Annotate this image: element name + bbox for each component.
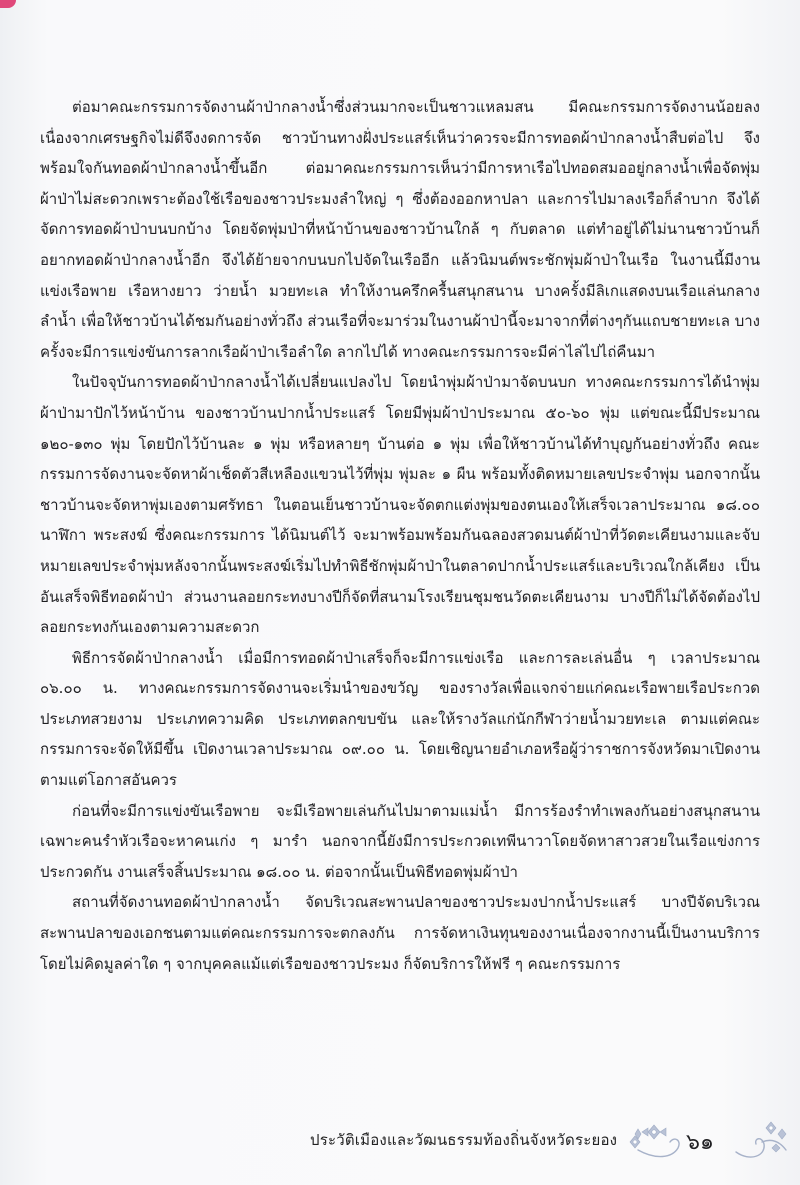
page-footer xyxy=(0,1112,800,1168)
paragraph-1: ต่อมาคณะกรรมการจัดงานผ้าป่ากลางน้ำซึ่งส่วนมากจะเป็นชาวแหลมสน มีคณะกรรมการจัดงานน้อยลงเนื่องจากเศรษฐกิจไม่ดีจึงงดการจัด ชาวบ้านทางฝั่งประแสร์เห็นว่าควรจะมีการทอดผ้าป่ากลางน้ำสืบต่อไป จึงพร้อมใจกันทอดผ้าป่ากลางน้ำขึ้นอีก ต่อมาคณะกรรมการเห็นว่ามีการหาเรือไปทอดสมออยู่กลางน้ำเพื่อจัดพุ่มผ้าป่าไม่สะดวกเพราะต้องใช้เรือของชาวประมงลำใหญ่ ๆ ซึ่งต้องออกหาปลา และการไปมาลงเรือก็ลำบาก จึงได้จัดการทอดผ้าป่าบนบกบ้าง โดยจัดพุ่มป่าที่หน้าบ้านของชาวบ้านใกล้ ๆ กับตลาด แต่ทำอยู่ได้ไม่นานชาวบ้านก็อยากทอดผ้าป่ากลางน้ำอีก จึงได้ย้ายจากบนบกไปจัดในเรืออีก แล้วนิมนต์พระชักพุ่มผ้าป่าในเรือ ในงานนี้มีงานแข่งเรือพาย เรือหางยาว ว่ายน้ำ มวยทะเล ทำให้งานครึกครื้นสนุกสนาน บางครั้งมีลิเกแสดงบนเรือแล่นกลางลำน้ำ เพื่อให้ชาวบ้านได้ชมกันอย่างทั่วถึง ส่วนเรือที่จะมาร่วมในงานผ้าป่านี้จะมาจากที่ต่างๆกันแถบชายทะเล บางครั้งจะมีการแข่งขันการลากเรือผ้าป่าเรือลำใด ลากไปได้ ทางคณะกรรมการจะมีค่าไล่ไปไถ่คืนมา xyxy=(40,98,760,361)
paragraph-4: ก่อนที่จะมีการแข่งขันเรือพาย จะมีเรือพายเล่นกันไปมาตามแม่น้ำ มีการร้องรำทำเพลงกันอย่างสนุกสนาน เฉพาะคนรำหัวเรือจะหาคนเก่ง ๆ มารำ นอกจากนี้ยังมีการประกวดเทพีนาวาโดยจัดหาสาวสวยในเรือแข่งการประกวดกัน งานเสร็จสิ้นประมาณ ๑๘.๐๐ น. ต่อจากนั้นเป็นพิธีทอดพุ่มผ้าป่า xyxy=(40,801,760,881)
paragraph-2: ในปัจจุบันการทอดผ้าป่ากลางน้ำได้เปลี่ยนแปลงไป โดยนำพุ่มผ้าป่ามาจัดบนบก ทางคณะกรรมการได้นำพุ่มผ้าป่ามาปักไว้หน้าบ้าน ของชาวบ้านปากน้ำประแสร์ โดยมีพุ่มผ้าป่าประมาณ ๕๐-๖๐ พุ่ม แต่ขณะนี้มีประมาณ ๑๒๐-๑๓๐ พุ่ม โดยปักไว้บ้านละ ๑ พุ่ม หรือหลายๆ บ้านต่อ ๑ พุ่ม เพื่อให้ชาวบ้านได้ทำบุญกันอย่างทั่วถึง คณะกรรมการจัดงานจะจัดหาผ้าเช็ดตัวสีเหลืองแขวนไว้ที่พุ่ม พุ่มละ ๑ ผืน พร้อมทั้งติดหมายเลขประจำพุ่ม นอกจากนั้นชาวบ้านจะจัดหาพุ่มเองตามศรัทธา ในตอนเย็นชาวบ้านจะจัดตกแต่งพุ่มของตนเองให้เสร็จเวลาประมาณ ๑๘.๐๐ นาฬิกา พระสงฆ์ ซึ่งคณะกรรมการ ได้นิมนต์ไว้ จะมาพร้อมพร้อมกันฉลองสวดมนต์ผ้าป่าที่วัดตะเคียนงามและจับหมายเลขประจำพุ่มหลังจากนั้นพระสงฆ์เริ่มไปทำพิธีชักพุ่มผ้าป่าในตลาดปากน้ำประแสร์และบริเวณใกล้เคียง เป็นอันเสร็จพิธีทอดผ้าป่า ส่วนงานลอยกระทงบางปีก็จัดที่สนามโรงเรียนชุมชนวัดตะเคียนงาม บางปีก็ไม่ได้จัดต้องไปลอยกระทงกันเองตามความสะดวก xyxy=(40,373,760,637)
paragraph-5: สถานที่จัดงานทอดผ้าป่ากลางน้ำ จัดบริเวณสะพานปลาของชาวประมงปากน้ำประแสร์ บางปีจัดบริเวณสะพานปลาของเอกชนตามแต่คณะกรรมการจะตกลงกัน การจัดหาเงินทุนของงานเนื่องจากงานนี้เป็นงานบริการ โดยไม่คิดมูลค่าใด ๆ จากบุคคลแม้แต่เรือของชาวประมง ก็จัดบริการให้ฟรี ๆ คณะกรรมการ xyxy=(40,893,760,973)
page-number: ๖๑ xyxy=(686,1130,714,1155)
book-title: ประวัติเมืองและวัฒนธรรมท้องถิ่นจังหวัดระยอง xyxy=(310,1131,618,1149)
paragraph-3: พิธีการจัดผ้าป่ากลางน้ำ เมื่อมีการทอดผ้าป่าเสร็จก็จะมีการแข่งเรือ และการละเล่นอื่น ๆ เวลาประมาณ ๐๖.๐๐ น. ทางคณะกรรมการจัดงานจะเริ่มนำของขวัญ ของรางวัลเพื่อแจกจ่ายแก่คณะเรือพายเรือประกวด ประเภทสวยงาม ประเภทความคิด ประเภทตลกขบขัน และให้รางวัลแก่นักกีฬาว่ายน้ำมวยทะเล ตามแต่คณะกรรมการจะจัดให้มีขึ้น เปิดงานเวลาประมาณ ๐๙.๐๐ น. โดยเชิญนายอำเภอหรือผู้ว่าราชการจังหวัดมาเปิดงานตามแต่โอกาสอันควร xyxy=(40,648,760,790)
binding-mark xyxy=(0,0,16,8)
body-text xyxy=(40,92,760,979)
